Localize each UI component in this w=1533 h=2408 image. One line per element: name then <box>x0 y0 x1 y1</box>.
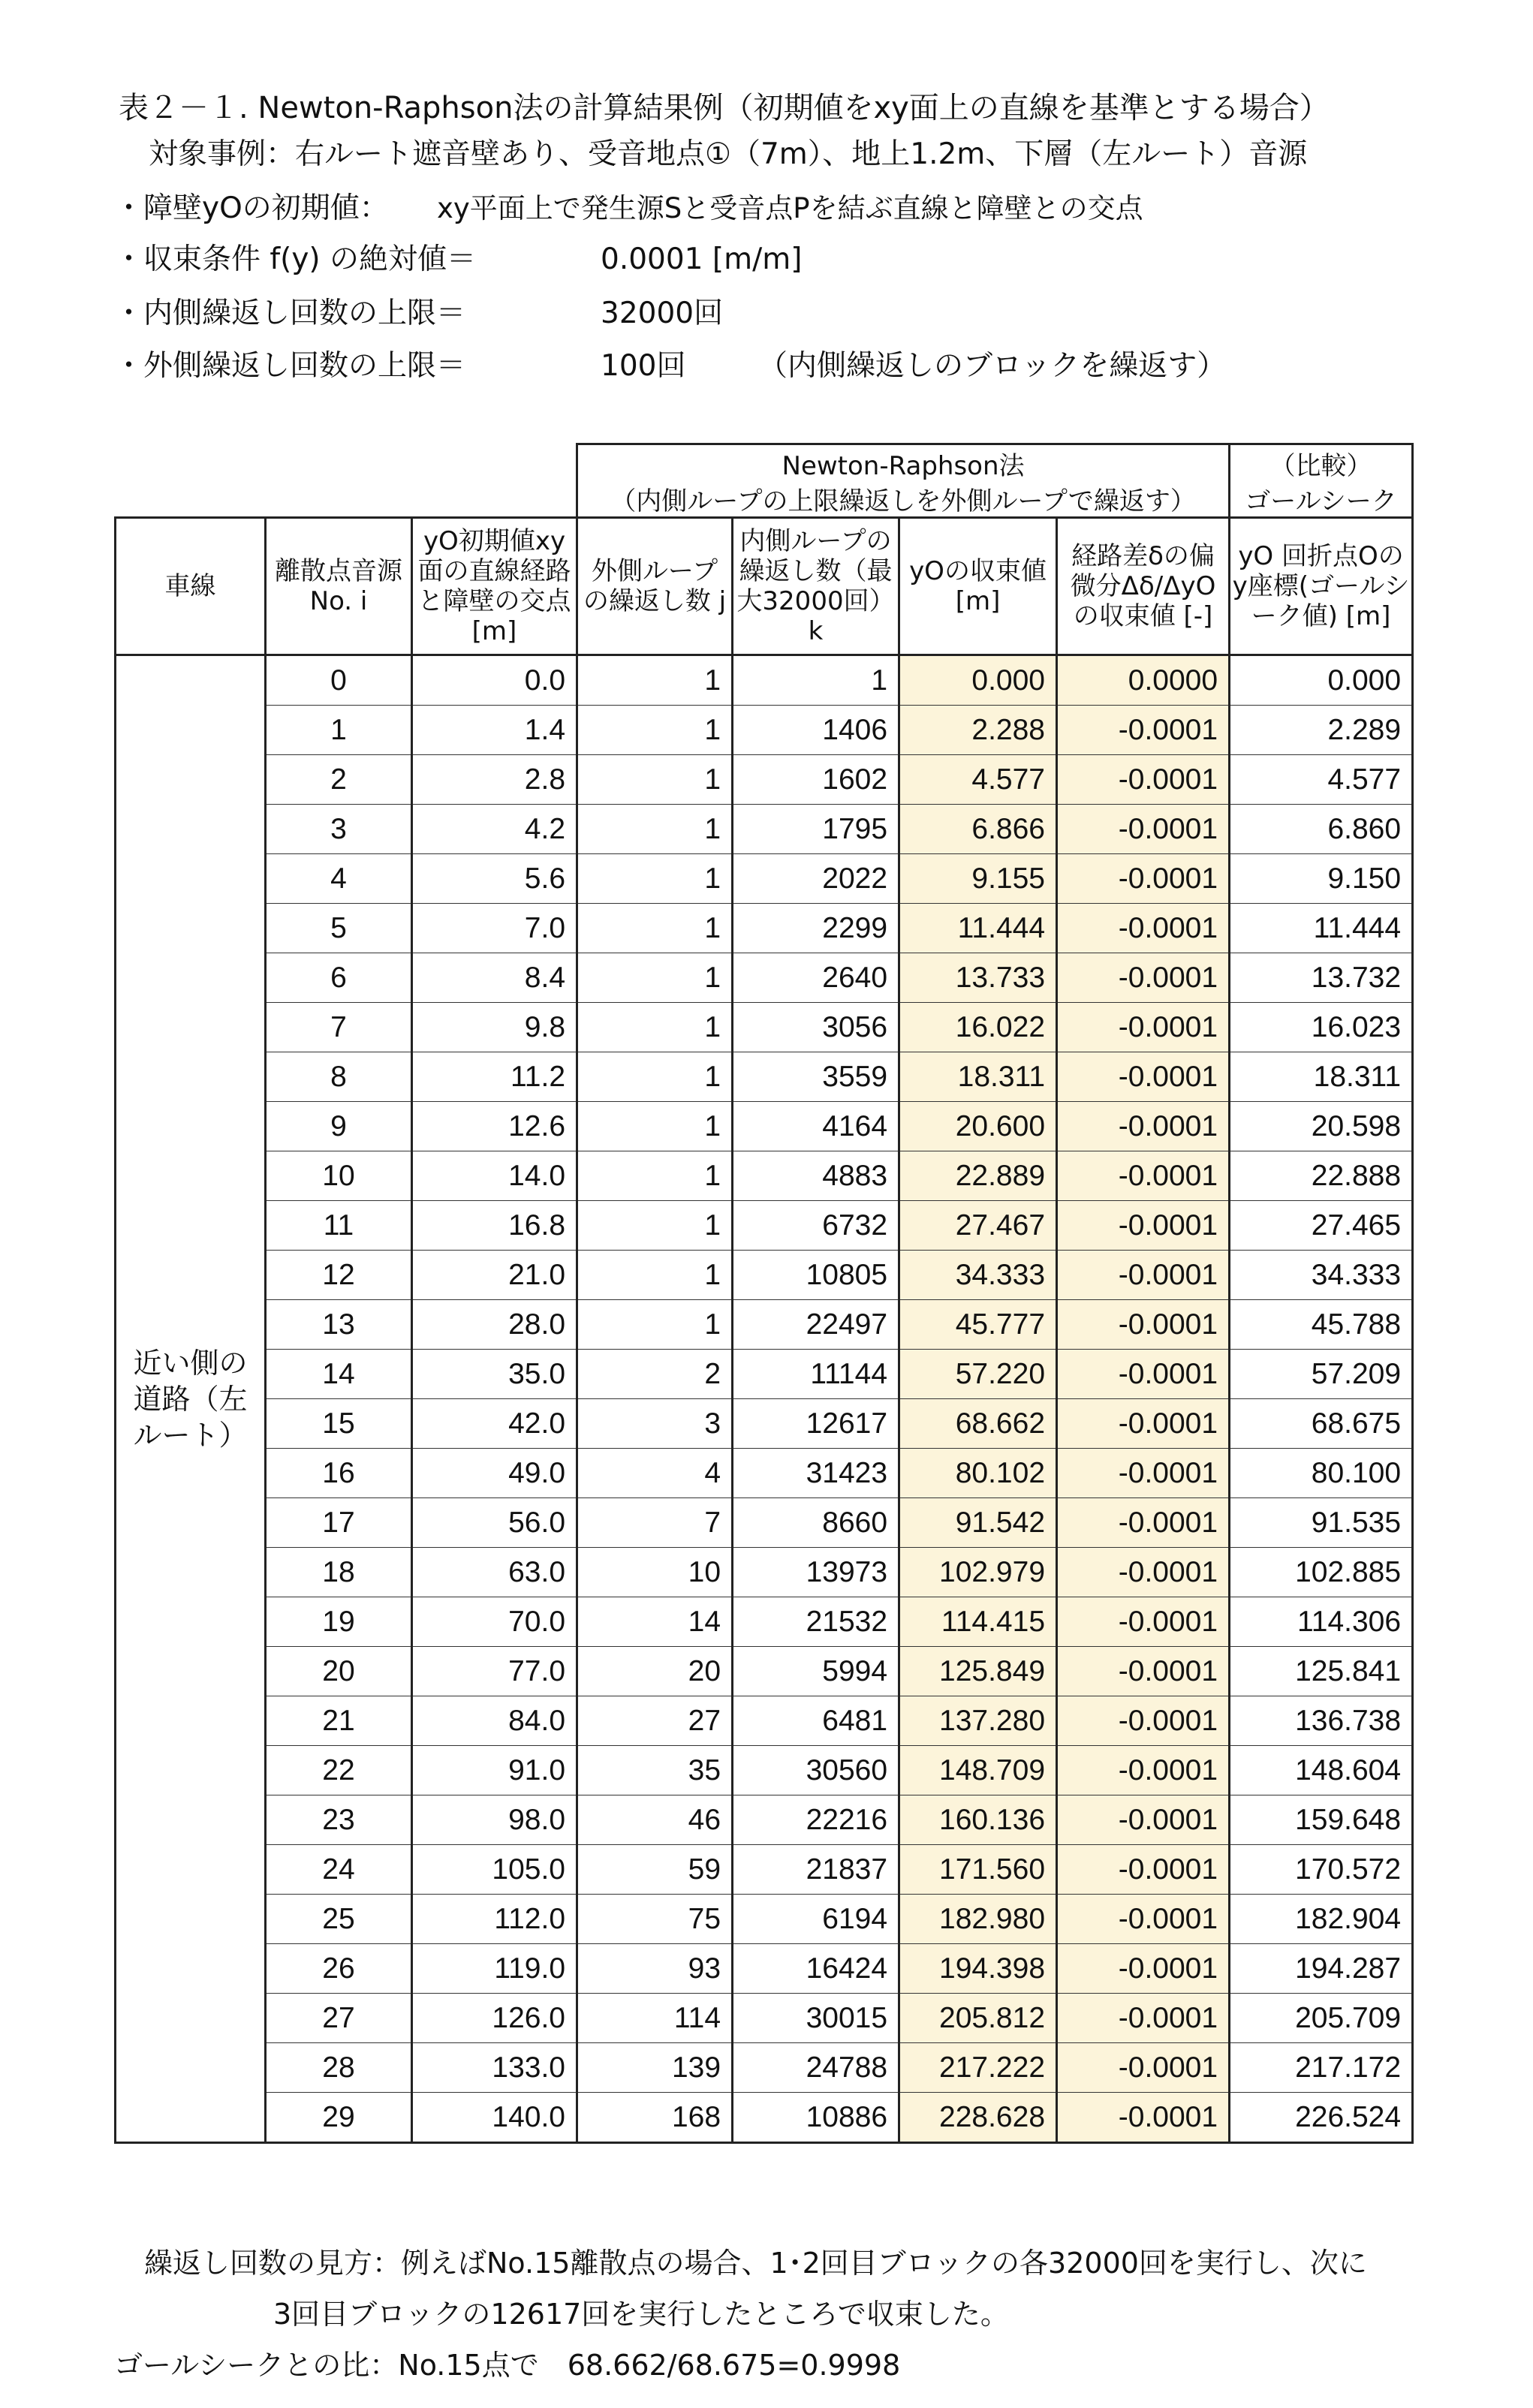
converged-y-cell: 217.222 <box>899 2043 1057 2093</box>
group-header-row <box>116 444 1413 487</box>
goalseek-cell: 20.598 <box>1230 1102 1413 1151</box>
goalseek-cell: 0.000 <box>1230 655 1413 706</box>
derivative-cell: -0.0001 <box>1057 1696 1230 1746</box>
source-no-cell: 6 <box>266 953 412 1003</box>
goalseek-cell: 22.888 <box>1230 1151 1413 1201</box>
initial-y-cell: 4.2 <box>412 805 577 854</box>
converged-y-cell: 68.662 <box>899 1399 1057 1449</box>
condition-value: xy平面上で発生源Sと受音点Pを結ぶ直線と障壁との交点 <box>437 192 1143 224</box>
goalseek-cell: 18.311 <box>1230 1052 1413 1102</box>
table-row <box>116 1944 1413 1994</box>
inner-loops-cell: 13973 <box>733 1548 899 1597</box>
source-no-cell: 27 <box>266 1994 412 2043</box>
goalseek-cell: 194.287 <box>1230 1944 1413 1994</box>
converged-y-cell: 34.333 <box>899 1251 1057 1300</box>
source-no-cell: 13 <box>266 1300 412 1350</box>
results-table <box>114 443 1414 2144</box>
goalseek-cell: 34.333 <box>1230 1251 1413 1300</box>
outer-loops-cell: 1 <box>577 1251 733 1300</box>
source-no-cell: 8 <box>266 1052 412 1102</box>
col-header-converged-y: yOの収束値 [m] <box>899 518 1057 655</box>
source-no-cell: 15 <box>266 1399 412 1449</box>
initial-y-cell: 8.4 <box>412 953 577 1003</box>
outer-loops-cell: 27 <box>577 1696 733 1746</box>
inner-loops-cell: 30560 <box>733 1746 899 1795</box>
table-row <box>116 904 1413 953</box>
derivative-cell: -0.0001 <box>1057 1895 1230 1944</box>
initial-y-cell: 11.2 <box>412 1052 577 1102</box>
initial-y-cell: 56.0 <box>412 1498 577 1548</box>
outer-loops-cell: 139 <box>577 2043 733 2093</box>
source-no-cell: 14 <box>266 1350 412 1399</box>
condition-label: ・外側繰返し回数の上限＝ <box>114 349 466 383</box>
initial-y-cell: 14.0 <box>412 1151 577 1201</box>
goalseek-cell: 136.738 <box>1230 1696 1413 1746</box>
table-row <box>116 1548 1413 1597</box>
source-no-cell: 28 <box>266 2043 412 2093</box>
nr-group-title: Newton-Raphson法 <box>577 444 1230 487</box>
converged-y-cell: 137.280 <box>899 1696 1057 1746</box>
outer-loops-cell: 10 <box>577 1548 733 1597</box>
inner-loops-cell: 3056 <box>733 1003 899 1052</box>
inner-loops-cell: 22216 <box>733 1795 899 1845</box>
blank-corner <box>116 444 577 518</box>
converged-y-cell: 125.849 <box>899 1647 1057 1696</box>
inner-loops-cell: 24788 <box>733 2043 899 2093</box>
converged-y-cell: 194.398 <box>899 1944 1057 1994</box>
outer-loops-cell: 93 <box>577 1944 733 1994</box>
derivative-cell: -0.0001 <box>1057 1052 1230 1102</box>
goalseek-cell: 91.535 <box>1230 1498 1413 1548</box>
outer-loops-cell: 1 <box>577 1003 733 1052</box>
derivative-cell: -0.0001 <box>1057 2093 1230 2143</box>
source-no-cell: 23 <box>266 1795 412 1845</box>
source-no-cell: 3 <box>266 805 412 854</box>
converged-y-cell: 27.467 <box>899 1201 1057 1251</box>
nr-group-subtitle: （内側ループの上限繰返しを外側ループで繰返す） <box>577 486 1230 518</box>
inner-loops-cell: 22497 <box>733 1300 899 1350</box>
derivative-cell: -0.0001 <box>1057 805 1230 854</box>
source-no-cell: 4 <box>266 854 412 904</box>
outer-loops-cell: 20 <box>577 1647 733 1696</box>
outer-loops-cell: 168 <box>577 2093 733 2143</box>
condition-label: ・収束条件 f(y) の絶対値＝ <box>114 242 477 276</box>
table-row <box>116 1102 1413 1151</box>
goalseek-cell: 27.465 <box>1230 1201 1413 1251</box>
table-row <box>116 1052 1413 1102</box>
source-no-cell: 16 <box>266 1449 412 1498</box>
footnote-line-3: ゴールシークとの比：No.15点で 68.662/68.675=0.9998 <box>114 2349 901 2382</box>
converged-y-cell: 205.812 <box>899 1994 1057 2043</box>
outer-loops-cell: 1 <box>577 755 733 805</box>
initial-y-cell: 126.0 <box>412 1994 577 2043</box>
goalseek-cell: 16.023 <box>1230 1003 1413 1052</box>
source-no-cell: 10 <box>266 1151 412 1201</box>
inner-loops-cell: 10886 <box>733 2093 899 2143</box>
outer-loops-cell: 4 <box>577 1449 733 1498</box>
goalseek-cell: 4.577 <box>1230 755 1413 805</box>
outer-loops-cell: 114 <box>577 1994 733 2043</box>
initial-y-cell: 21.0 <box>412 1251 577 1300</box>
converged-y-cell: 16.022 <box>899 1003 1057 1052</box>
col-header-goalseek: yO 回折点Oのy座標(ゴールシーク値) [m] <box>1230 518 1413 655</box>
inner-loops-cell: 5994 <box>733 1647 899 1696</box>
source-no-cell: 7 <box>266 1003 412 1052</box>
initial-y-cell: 119.0 <box>412 1944 577 1994</box>
table-row <box>116 953 1413 1003</box>
goalseek-cell: 45.788 <box>1230 1300 1413 1350</box>
inner-loops-cell: 4883 <box>733 1151 899 1201</box>
condition-value: 32000回 <box>601 296 724 330</box>
converged-y-cell: 148.709 <box>899 1746 1057 1795</box>
inner-loops-cell: 2299 <box>733 904 899 953</box>
converged-y-cell: 171.560 <box>899 1845 1057 1895</box>
inner-loops-cell: 12617 <box>733 1399 899 1449</box>
initial-y-cell: 9.8 <box>412 1003 577 1052</box>
table-row <box>116 1845 1413 1895</box>
goalseek-cell: 205.709 <box>1230 1994 1413 2043</box>
source-no-cell: 9 <box>266 1102 412 1151</box>
table-row <box>116 755 1413 805</box>
table-row <box>116 1895 1413 1944</box>
initial-y-cell: 42.0 <box>412 1399 577 1449</box>
outer-loops-cell: 1 <box>577 805 733 854</box>
converged-y-cell: 228.628 <box>899 2093 1057 2143</box>
converged-y-cell: 102.979 <box>899 1548 1057 1597</box>
derivative-cell: -0.0001 <box>1057 1845 1230 1895</box>
source-no-cell: 21 <box>266 1696 412 1746</box>
inner-loops-cell: 21532 <box>733 1597 899 1647</box>
outer-loops-cell: 1 <box>577 706 733 755</box>
derivative-cell: -0.0001 <box>1057 2043 1230 2093</box>
initial-y-cell: 35.0 <box>412 1350 577 1399</box>
inner-loops-cell: 6194 <box>733 1895 899 1944</box>
inner-loops-cell: 10805 <box>733 1251 899 1300</box>
converged-y-cell: 182.980 <box>899 1895 1057 1944</box>
outer-loops-cell: 59 <box>577 1845 733 1895</box>
converged-y-cell: 18.311 <box>899 1052 1057 1102</box>
derivative-cell: 0.0000 <box>1057 655 1230 706</box>
derivative-cell: -0.0001 <box>1057 1994 1230 2043</box>
inner-loops-cell: 3559 <box>733 1052 899 1102</box>
derivative-cell: -0.0001 <box>1057 1300 1230 1350</box>
converged-y-cell: 6.866 <box>899 805 1057 854</box>
derivative-cell: -0.0001 <box>1057 1795 1230 1845</box>
source-no-cell: 24 <box>266 1845 412 1895</box>
derivative-cell: -0.0001 <box>1057 1548 1230 1597</box>
table-row <box>116 854 1413 904</box>
derivative-cell: -0.0001 <box>1057 1597 1230 1647</box>
converged-y-cell: 57.220 <box>899 1350 1057 1399</box>
inner-loops-cell: 1 <box>733 655 899 706</box>
converged-y-cell: 13.733 <box>899 953 1057 1003</box>
source-no-cell: 1 <box>266 706 412 755</box>
derivative-cell: -0.0001 <box>1057 1350 1230 1399</box>
inner-loops-cell: 6481 <box>733 1696 899 1746</box>
outer-loops-cell: 1 <box>577 1201 733 1251</box>
converged-y-cell: 4.577 <box>899 755 1057 805</box>
outer-loops-cell: 1 <box>577 1052 733 1102</box>
source-no-cell: 22 <box>266 1746 412 1795</box>
goalseek-cell: 80.100 <box>1230 1449 1413 1498</box>
converged-y-cell: 0.000 <box>899 655 1057 706</box>
table-row <box>116 1251 1413 1300</box>
derivative-cell: -0.0001 <box>1057 1498 1230 1548</box>
col-header-outer-loops: 外側ループの繰返し数 j <box>577 518 733 655</box>
goalseek-cell: 226.524 <box>1230 2093 1413 2143</box>
condition-label: ・内側繰返し回数の上限＝ <box>114 296 466 330</box>
goalseek-cell: 11.444 <box>1230 904 1413 953</box>
goalseek-cell: 68.675 <box>1230 1399 1413 1449</box>
condition-note: （内側繰返しのブロックを繰返す） <box>758 349 1227 383</box>
table-row <box>116 805 1413 854</box>
col-header-source-no: 離散点音源No. i <box>266 518 412 655</box>
table-row <box>116 1399 1413 1449</box>
goalseek-cell: 6.860 <box>1230 805 1413 854</box>
outer-loops-cell: 14 <box>577 1597 733 1647</box>
derivative-cell: -0.0001 <box>1057 1201 1230 1251</box>
table-row <box>116 706 1413 755</box>
lane-label: 近い側の道路（左ルート） <box>116 655 266 2143</box>
inner-loops-cell: 21837 <box>733 1845 899 1895</box>
derivative-cell: -0.0001 <box>1057 1102 1230 1151</box>
goalseek-cell: 170.572 <box>1230 1845 1413 1895</box>
results-body <box>116 655 1413 2143</box>
derivative-cell: -0.0001 <box>1057 953 1230 1003</box>
initial-y-cell: 98.0 <box>412 1795 577 1845</box>
initial-y-cell: 91.0 <box>412 1746 577 1795</box>
condition-value: 100回 <box>601 349 686 383</box>
inner-loops-cell: 4164 <box>733 1102 899 1151</box>
derivative-cell: -0.0001 <box>1057 1399 1230 1449</box>
converged-y-cell: 45.777 <box>899 1300 1057 1350</box>
derivative-cell: -0.0001 <box>1057 1151 1230 1201</box>
inner-loops-cell: 31423 <box>733 1449 899 1498</box>
initial-y-cell: 84.0 <box>412 1696 577 1746</box>
inner-loops-cell: 2640 <box>733 953 899 1003</box>
derivative-cell: -0.0001 <box>1057 706 1230 755</box>
outer-loops-cell: 2 <box>577 1350 733 1399</box>
table-row <box>116 1151 1413 1201</box>
outer-loops-cell: 7 <box>577 1498 733 1548</box>
goalseek-cell: 148.604 <box>1230 1746 1413 1795</box>
inner-loops-cell: 1406 <box>733 706 899 755</box>
initial-y-cell: 28.0 <box>412 1300 577 1350</box>
goalseek-cell: 217.172 <box>1230 2043 1413 2093</box>
outer-loops-cell: 1 <box>577 1102 733 1151</box>
initial-y-cell: 140.0 <box>412 2093 577 2143</box>
inner-loops-cell: 11144 <box>733 1350 899 1399</box>
outer-loops-cell: 1 <box>577 953 733 1003</box>
initial-y-cell: 49.0 <box>412 1449 577 1498</box>
converged-y-cell: 9.155 <box>899 854 1057 904</box>
derivative-cell: -0.0001 <box>1057 1944 1230 1994</box>
table-row <box>116 1746 1413 1795</box>
table-row <box>116 1449 1413 1498</box>
converged-y-cell: 114.415 <box>899 1597 1057 1647</box>
col-header-derivative: 経路差δの偏微分Δδ/ΔyOの収束値 [-] <box>1057 518 1230 655</box>
condition-value: 0.0001 [m/m] <box>601 242 803 276</box>
outer-loops-cell: 1 <box>577 854 733 904</box>
column-header-row <box>116 518 1413 655</box>
goalseek-cell: 2.289 <box>1230 706 1413 755</box>
converged-y-cell: 11.444 <box>899 904 1057 953</box>
inner-loops-cell: 2022 <box>733 854 899 904</box>
table-row <box>116 1003 1413 1052</box>
initial-y-cell: 1.4 <box>412 706 577 755</box>
initial-y-cell: 133.0 <box>412 2043 577 2093</box>
outer-loops-cell: 35 <box>577 1746 733 1795</box>
derivative-cell: -0.0001 <box>1057 904 1230 953</box>
footnote-line-1: 繰返し回数の見方：例えばNo.15離散点の場合、1･2回目ブロックの各32000回を実行し、次に <box>144 2247 1367 2280</box>
table-row <box>116 1647 1413 1696</box>
initial-y-cell: 112.0 <box>412 1895 577 1944</box>
source-no-cell: 12 <box>266 1251 412 1300</box>
inner-loops-cell: 1602 <box>733 755 899 805</box>
initial-y-cell: 7.0 <box>412 904 577 953</box>
initial-y-cell: 77.0 <box>412 1647 577 1696</box>
initial-y-cell: 105.0 <box>412 1845 577 1895</box>
source-no-cell: 0 <box>266 655 412 706</box>
footnote-line-2: 3回目ブロックの12617回を実行したところで収束した。 <box>273 2298 1009 2331</box>
source-no-cell: 2 <box>266 755 412 805</box>
initial-y-cell: 70.0 <box>412 1597 577 1647</box>
derivative-cell: -0.0001 <box>1057 1746 1230 1795</box>
inner-loops-cell: 6732 <box>733 1201 899 1251</box>
source-no-cell: 5 <box>266 904 412 953</box>
table-row <box>116 1795 1413 1845</box>
condition-label: ・障壁yOの初期値： <box>114 191 389 225</box>
derivative-cell: -0.0001 <box>1057 854 1230 904</box>
converged-y-cell: 20.600 <box>899 1102 1057 1151</box>
table-row <box>116 1350 1413 1399</box>
col-header-inner-loops: 内側ループの繰返し数（最大32000回）k <box>733 518 899 655</box>
derivative-cell: -0.0001 <box>1057 1647 1230 1696</box>
converged-y-cell: 160.136 <box>899 1795 1057 1845</box>
initial-y-cell: 0.0 <box>412 655 577 706</box>
outer-loops-cell: 1 <box>577 1300 733 1350</box>
table-row <box>116 1498 1413 1548</box>
source-no-cell: 11 <box>266 1201 412 1251</box>
source-no-cell: 26 <box>266 1944 412 1994</box>
inner-loops-cell: 16424 <box>733 1944 899 1994</box>
converged-y-cell: 91.542 <box>899 1498 1057 1548</box>
compare-group-title: （比較） <box>1230 444 1413 487</box>
goalseek-cell: 57.209 <box>1230 1350 1413 1399</box>
goalseek-cell: 125.841 <box>1230 1647 1413 1696</box>
derivative-cell: -0.0001 <box>1057 1251 1230 1300</box>
inner-loops-cell: 30015 <box>733 1994 899 2043</box>
goalseek-cell: 182.904 <box>1230 1895 1413 1944</box>
table-row <box>116 2043 1413 2093</box>
source-no-cell: 25 <box>266 1895 412 1944</box>
outer-loops-cell: 1 <box>577 1151 733 1201</box>
table-row <box>116 1696 1413 1746</box>
inner-loops-cell: 8660 <box>733 1498 899 1548</box>
converged-y-cell: 2.288 <box>899 706 1057 755</box>
outer-loops-cell: 3 <box>577 1399 733 1449</box>
initial-y-cell: 2.8 <box>412 755 577 805</box>
col-header-lane: 車線 <box>116 518 266 655</box>
table-row <box>116 2093 1413 2143</box>
outer-loops-cell: 1 <box>577 655 733 706</box>
source-no-cell: 29 <box>266 2093 412 2143</box>
goalseek-cell: 13.732 <box>1230 953 1413 1003</box>
table-row <box>116 655 1413 706</box>
initial-y-cell: 63.0 <box>412 1548 577 1597</box>
initial-y-cell: 5.6 <box>412 854 577 904</box>
outer-loops-cell: 46 <box>577 1795 733 1845</box>
derivative-cell: -0.0001 <box>1057 755 1230 805</box>
table-row <box>116 1300 1413 1350</box>
derivative-cell: -0.0001 <box>1057 1003 1230 1052</box>
inner-loops-cell: 1795 <box>733 805 899 854</box>
goalseek-cell: 114.306 <box>1230 1597 1413 1647</box>
outer-loops-cell: 75 <box>577 1895 733 1944</box>
case-subtitle: 対象事例：右ルート遮音壁あり、受音地点①（7m）、地上1.2m、下層（左ルート）音源 <box>149 137 1308 171</box>
initial-y-cell: 12.6 <box>412 1102 577 1151</box>
goalseek-cell: 102.885 <box>1230 1548 1413 1597</box>
outer-loops-cell: 1 <box>577 904 733 953</box>
source-no-cell: 17 <box>266 1498 412 1548</box>
converged-y-cell: 80.102 <box>899 1449 1057 1498</box>
source-no-cell: 20 <box>266 1647 412 1696</box>
goalseek-cell: 159.648 <box>1230 1795 1413 1845</box>
table-row <box>116 1994 1413 2043</box>
source-no-cell: 19 <box>266 1597 412 1647</box>
source-no-cell: 18 <box>266 1548 412 1597</box>
converged-y-cell: 22.889 <box>899 1151 1057 1201</box>
goalseek-cell: 9.150 <box>1230 854 1413 904</box>
table-title: 表２－１. Newton-Raphson法の計算結果例（初期値をxy面上の直線を基準とする場合） <box>119 91 1330 125</box>
initial-y-cell: 16.8 <box>412 1201 577 1251</box>
table-row <box>116 1201 1413 1251</box>
compare-group-subtitle: ゴールシーク <box>1230 486 1413 518</box>
col-header-initial-y: yO初期値xy面の直線経路と障壁の交点 [m] <box>412 518 577 655</box>
table-row <box>116 1597 1413 1647</box>
derivative-cell: -0.0001 <box>1057 1449 1230 1498</box>
